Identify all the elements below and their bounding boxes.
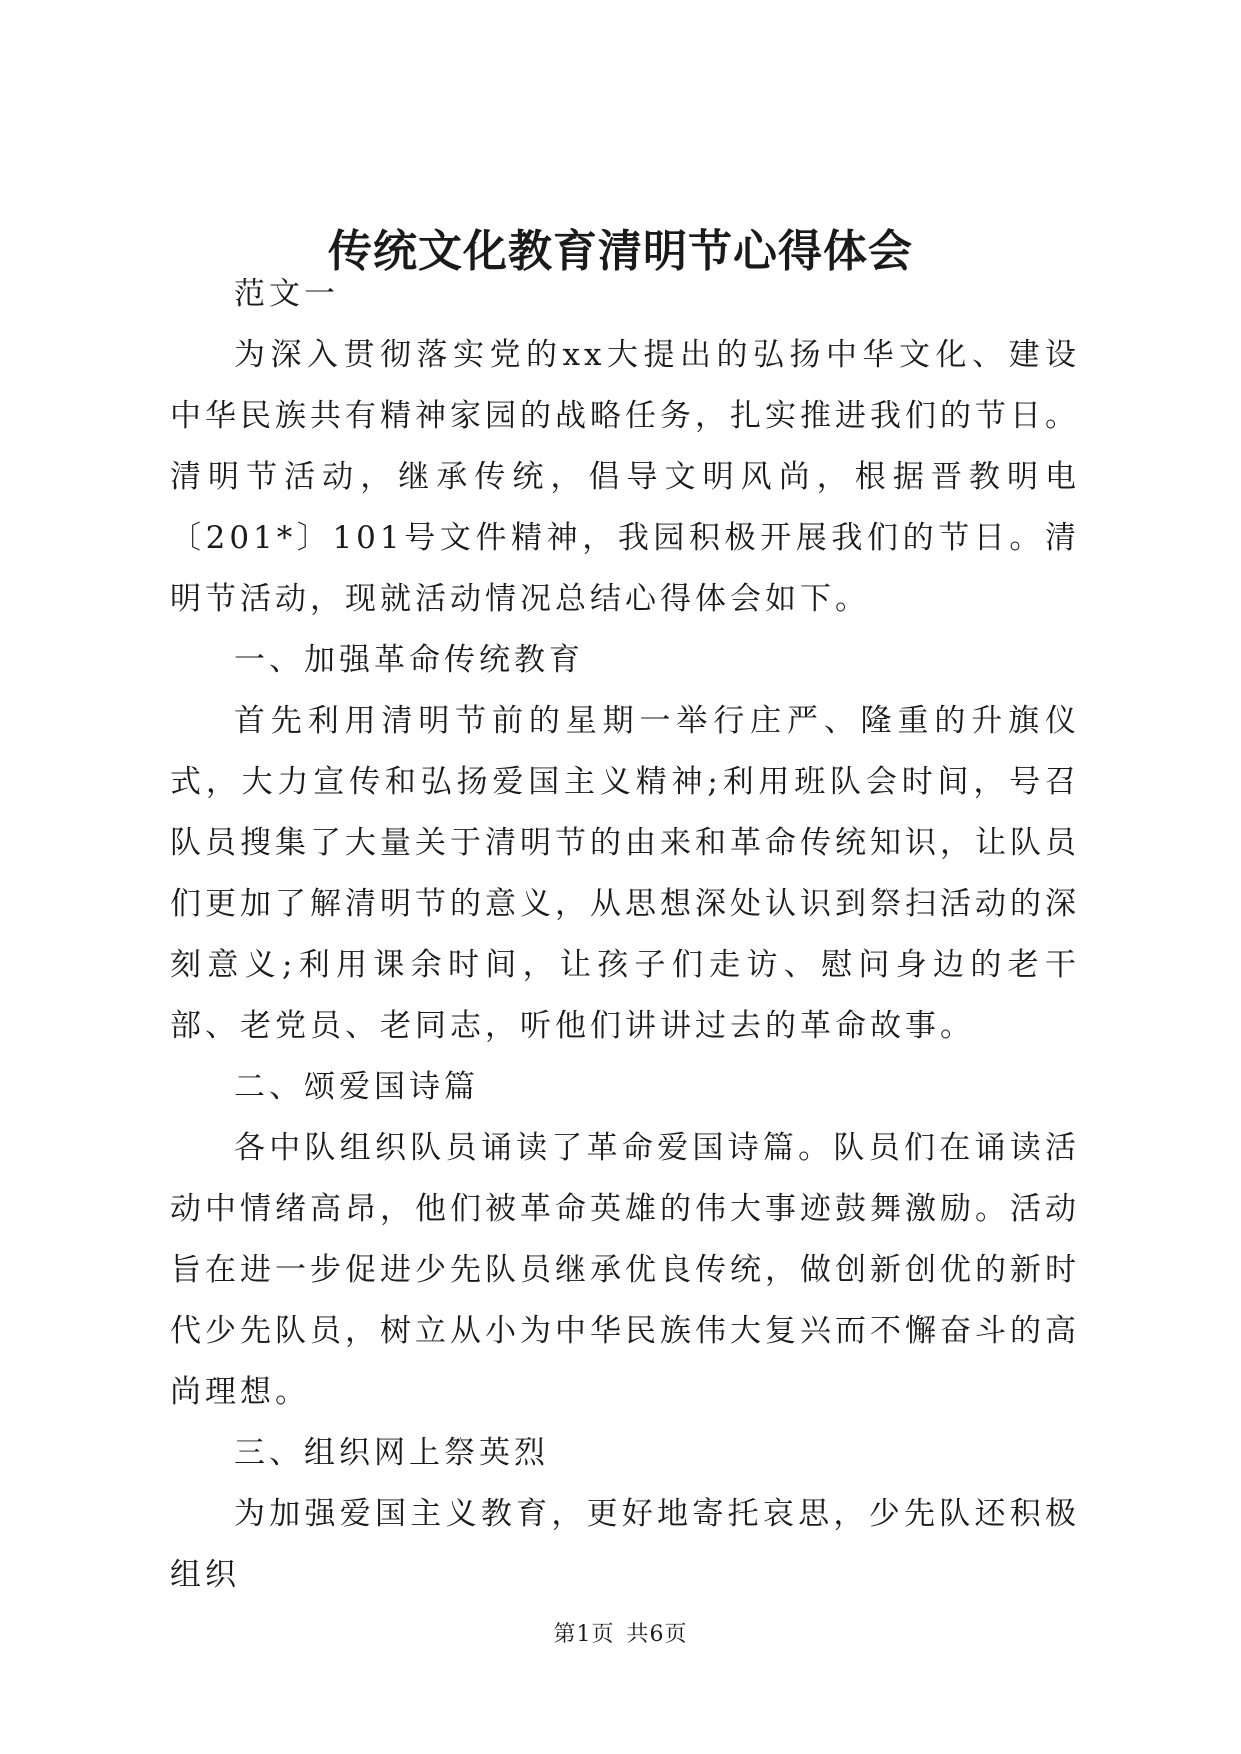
section-heading-1: 一、加强革命传统教育 [234,642,584,678]
paragraph-section-1: 首先利用清明节前的星期一举行庄严、隆重的升旗仪式，大力宣传和弘扬爱国主义精神;利用班队会时间，号召队员搜集了大量关于清明节的由来和革命传统知识，让队员们更加了解清明节的意义，从思想深处认识到祭扫活动的深刻意义;利用课余时间，让孩子们走访、慰问身边的老干部、老党员、老同志，听他们讲讲过去的革命故事。 [170,703,1080,1044]
paragraph-section-2: 各中队组织队员诵读了革命爱国诗篇。队员们在诵读活动中情绪高昂，他们被革命英雄的伟大事迹鼓舞激励。活动旨在进一步促进少先队员继承优良传统，做创新创优的新时代少先队员，树立从小为中华民族伟大复兴而不懈奋斗的高尚理想。 [170,1130,1080,1410]
section-heading-2: 二、颂爱国诗篇 [234,1069,479,1105]
page-total: 共6页 [626,1622,688,1647]
page-footer [0,1620,1241,1650]
section-heading-3: 三、组织网上祭英烈 [234,1435,549,1471]
page-number: 第1页 [553,1622,615,1647]
paragraph-intro: 为深入贯彻落实党的xx大提出的弘扬中华文化、建设中华民族共有精神家园的战略任务，扎实推进我们的节日。清明节活动，继承传统，倡导文明风尚，根据晋教明电〔201*〕101号文件精神，我园积极开展我们的节日。清明节活动，现就活动情况总结心得体会如下。 [170,337,1080,617]
document-body [170,264,1080,1606]
paragraph-sample-label: 范文一 [234,276,339,312]
document-title: 传统文化教育清明节心得体会 [328,226,913,277]
paragraph-section-3: 为加强爱国主义教育，更好地寄托哀思，少先队还积极组织 [170,1496,1080,1593]
